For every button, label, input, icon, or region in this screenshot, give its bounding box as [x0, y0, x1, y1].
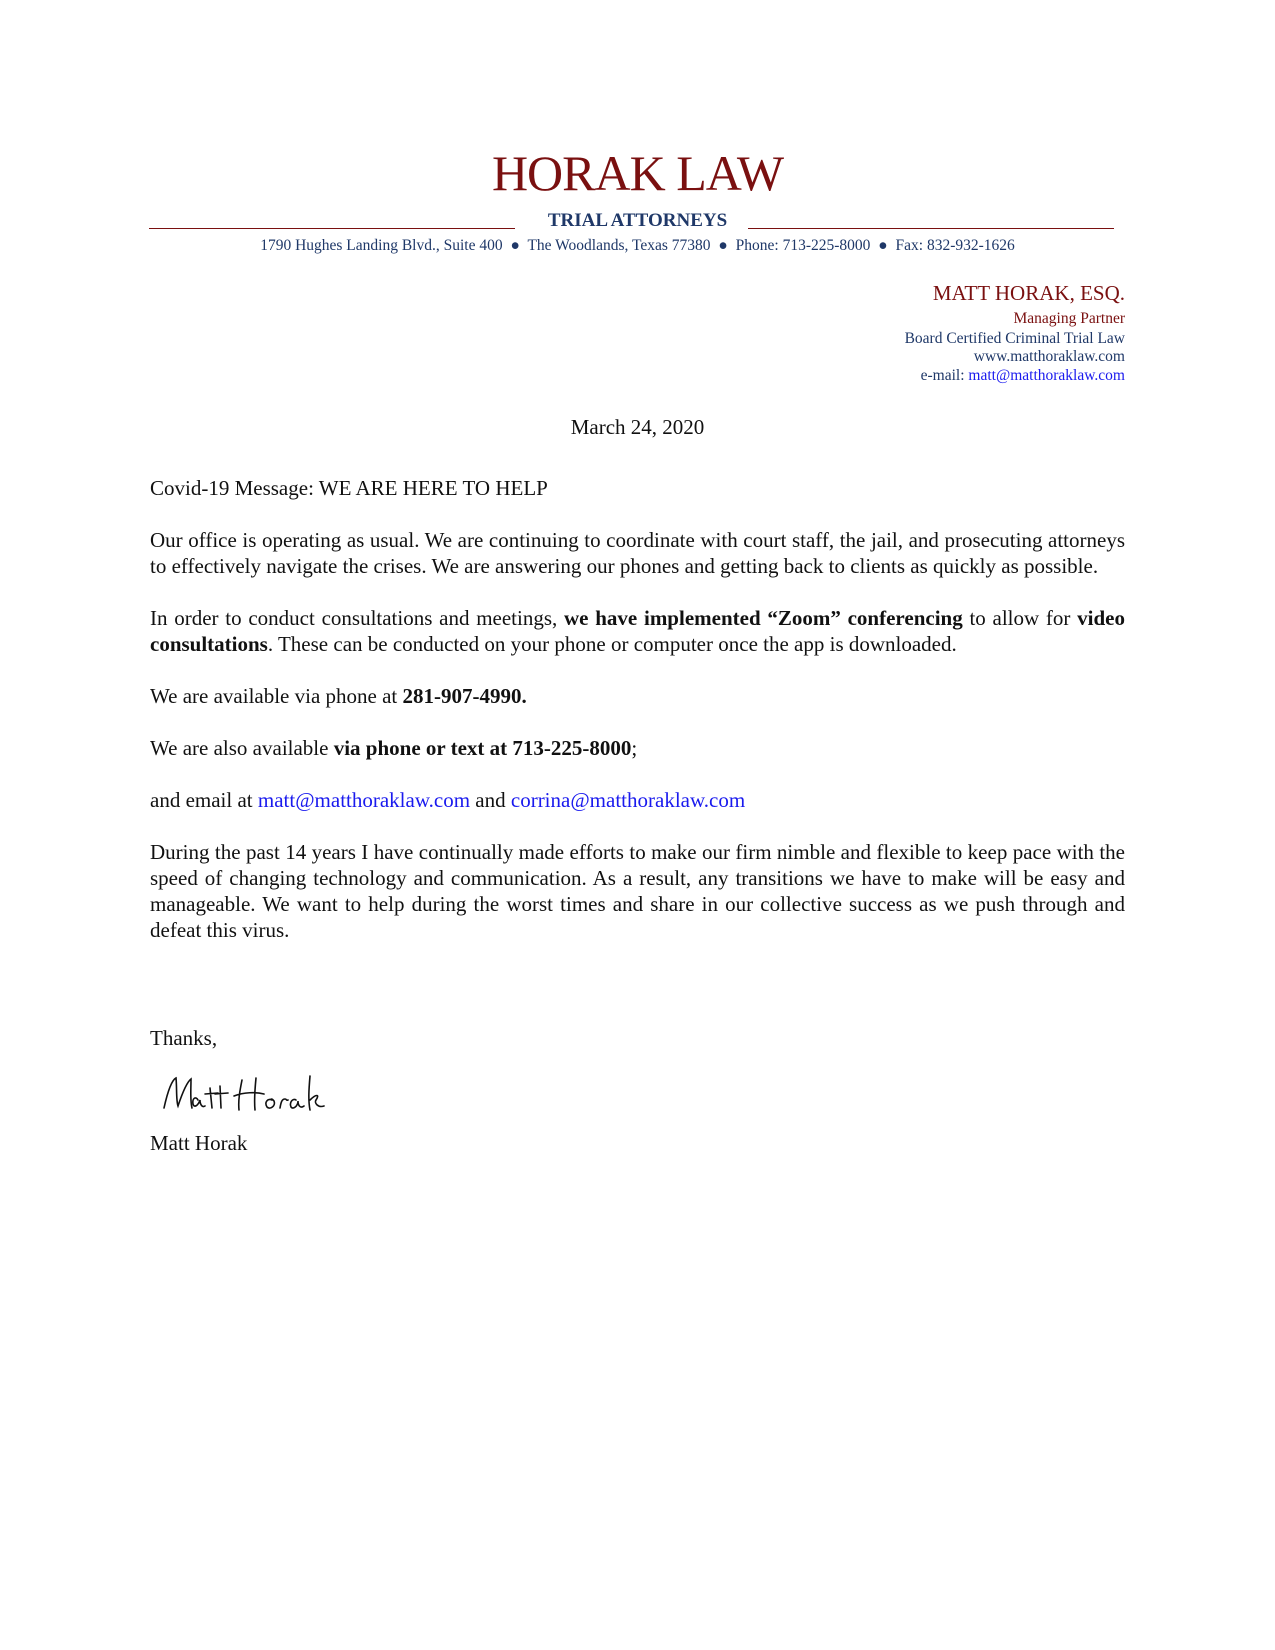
attorney-role: Managing Partner: [1013, 310, 1125, 327]
city-state-zip: The Woodlands, Texas 77380: [527, 237, 711, 254]
paragraph-operations: Our office is operating as usual. We are continuing to coordinate with court staff, the jail, and prosecuting attorneys to effectively navigate the crises. We are answering our phones and getting back to clients as quickly as possible.: [150, 528, 1125, 578]
paragraph-text: [150, 735, 1125, 761]
letter-subject: Covid-19 Message: WE ARE HERE TO HELP: [150, 476, 548, 500]
text-run: We are also available: [150, 736, 334, 760]
text-run: ;: [631, 736, 638, 760]
attorney-email-line: [905, 368, 1125, 384]
letterhead-rule-right: [748, 228, 1114, 229]
paragraph-email: [150, 787, 1125, 813]
firm-fax: Fax: 832-932-1626: [895, 237, 1015, 254]
email-label: e-mail:: [920, 366, 969, 384]
attorney-info: [905, 283, 1125, 383]
firm-tagline: TRIAL ATTORNEYS: [547, 210, 728, 231]
attorney-certification: Board Certified Criminal Trial Law: [904, 329, 1125, 347]
street-address: 1790 Hughes Landing Blvd., Suite 400: [260, 237, 503, 254]
bold-run: video consultations: [150, 606, 1125, 656]
letter-date: March 24, 2020: [570, 415, 705, 439]
paragraph-phone: [150, 683, 1125, 709]
text-run: We are available via phone at: [150, 684, 403, 708]
email-link-corrina[interactable]: corrina@matthoraklaw.com: [510, 788, 746, 812]
letter-closing: Thanks,: [150, 1026, 218, 1050]
attorney-website: www.matthoraklaw.com: [973, 348, 1125, 365]
firm-phone: Phone: 713-225-8000: [735, 237, 871, 254]
separator-bullet: ●: [510, 237, 520, 254]
signer-name: Matt Horak: [150, 1131, 248, 1155]
text-run: . These can be conducted on your phone or computer once the app is downloaded.: [267, 632, 957, 656]
signature-image: [160, 1070, 360, 1122]
attorney-email-link[interactable]: matt@matthoraklaw.com: [968, 366, 1125, 384]
paragraph-technology: During the past 14 years I have continually made efforts to make our firm nimble and flexible to keep pace with the speed of changing technology and communication. As a result, any transitions we have to make will be easy and manageable. We want to help during the worst times and share in our collective success as we push through and defeat this virus.: [150, 840, 1125, 942]
text-run: to allow for: [962, 606, 1078, 630]
text-run: In order to conduct consultations and meetings,: [150, 606, 565, 630]
separator-bullet: ●: [718, 237, 728, 254]
text-run: and: [470, 788, 511, 812]
attorney-name: MATT HORAK, ESQ.: [932, 281, 1125, 305]
text-run: and email at: [150, 788, 258, 812]
firm-address-line: [0, 238, 1275, 254]
paragraph-zoom: [150, 605, 1125, 657]
separator-bullet: ●: [878, 237, 888, 254]
email-link-matt[interactable]: matt@matthoraklaw.com: [257, 788, 471, 812]
bold-run: via phone or text at 713-225-8000: [333, 736, 632, 760]
letter-body: [150, 475, 1125, 969]
bold-run: we have implemented “Zoom” conferencing: [564, 606, 963, 630]
firm-name: HORAK LAW: [491, 145, 784, 201]
phone-number: 281-907-4990.: [402, 684, 527, 708]
